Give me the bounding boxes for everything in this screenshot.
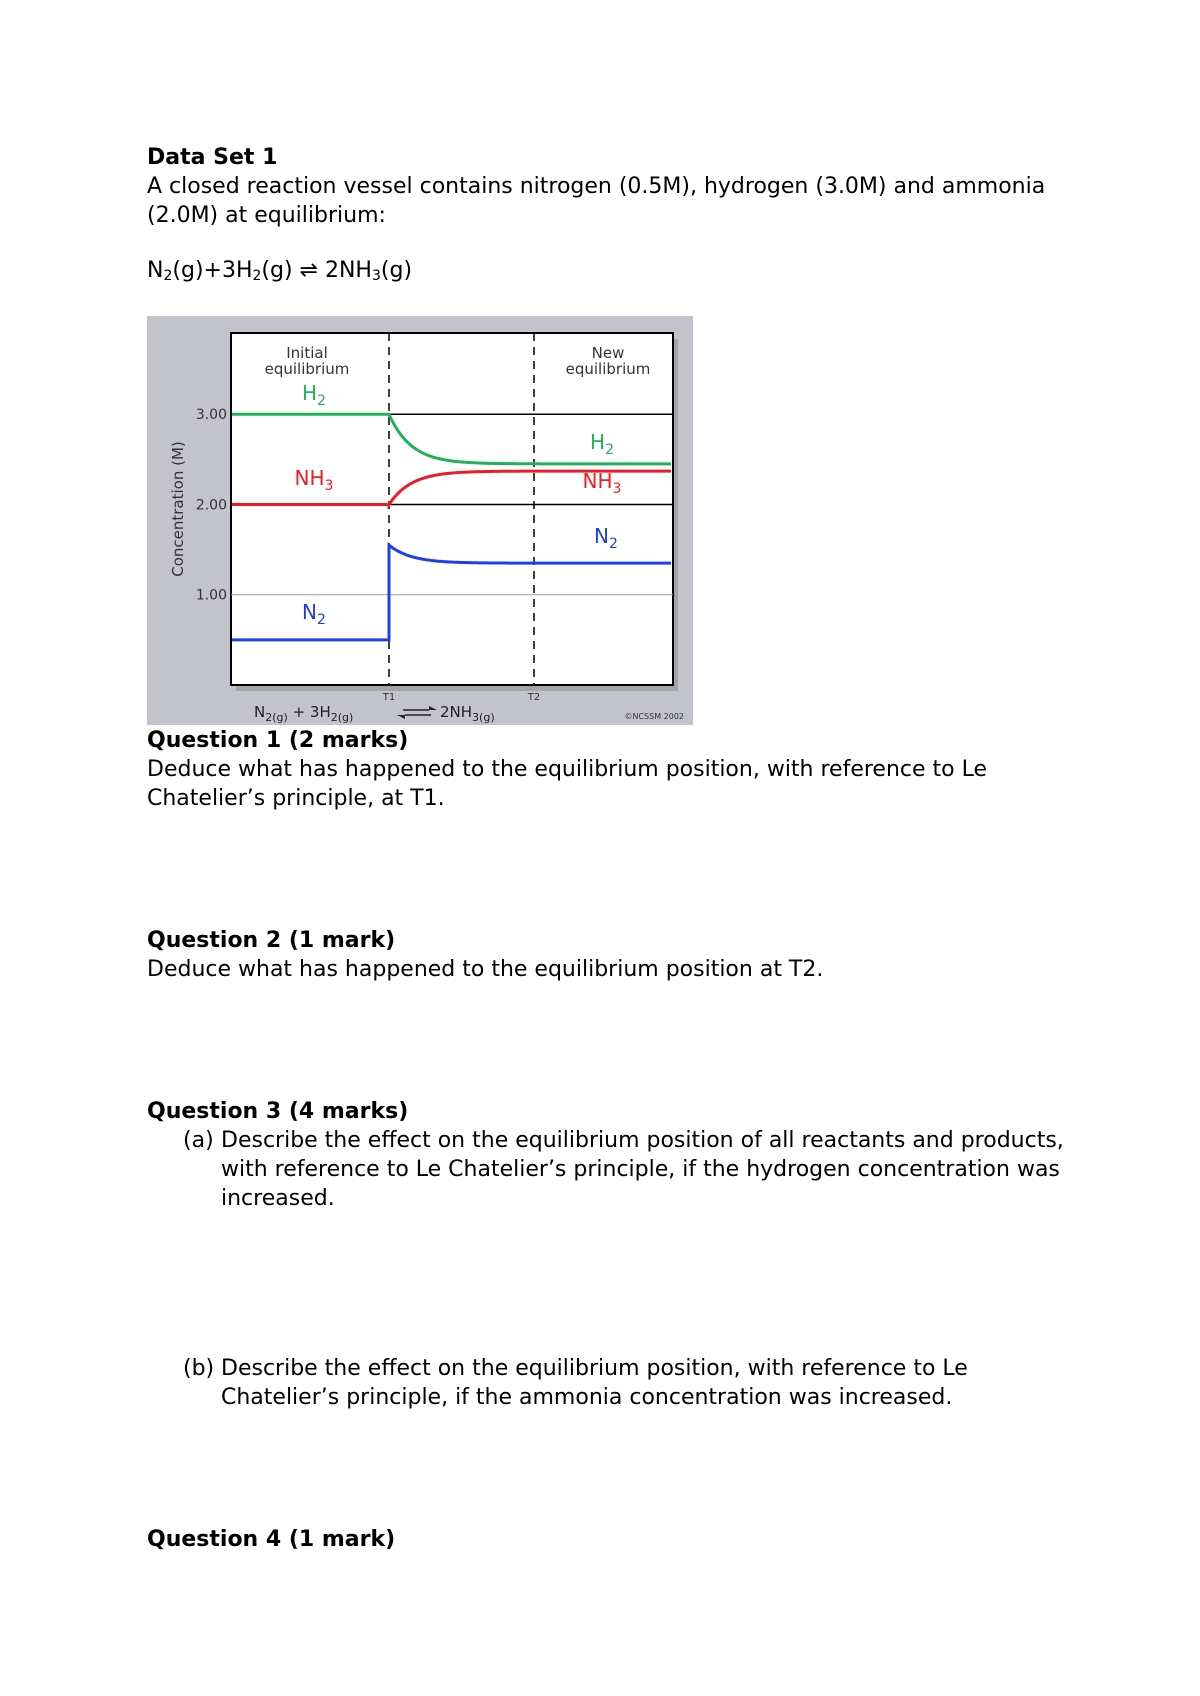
question-2-text: Deduce what has happened to the equilibrium position at T2. (147, 957, 824, 982)
question-4 (147, 1525, 1067, 1554)
question-1-text: Deduce what has happened to the equilibrium position, with reference to Le Chatelier’s principle, at T1. (147, 757, 988, 811)
question-3b-text: Describe the effect on the equilibrium position, with reference to Le Chatelier’s principle, if the ammonia concentration was increased. (221, 1356, 968, 1410)
n2-label-initial: $N_2$ (302, 600, 326, 628)
question-3b-label: (b) (183, 1356, 215, 1381)
data-set-title: Data Set 1 (147, 145, 278, 170)
question-3a-label: (a) (183, 1128, 214, 1153)
question-3a (147, 1126, 1067, 1213)
question-1 (147, 726, 1067, 813)
plot-area (231, 333, 673, 685)
y-tick-label: 2.00 (195, 497, 227, 514)
question-4-heading: Question 4 (1 mark) (147, 1527, 396, 1552)
question-2-heading: Question 2 (1 mark) (147, 928, 396, 953)
initial-label-1: Initial (286, 344, 328, 362)
y-tick-label: 1.00 (195, 587, 227, 604)
data-set-section (147, 143, 1067, 285)
initial-label-2: equilibrium (264, 360, 350, 378)
question-3b (147, 1354, 1067, 1412)
chart-equation-right: $2NH_{3(g)}$ (440, 703, 495, 724)
t1-label: T1 (382, 692, 396, 703)
copyright: ©NCSSM 2002 (624, 712, 684, 721)
question-3a-text: Describe the effect on the equilibrium position of all reactants and products, with reference to Le Chatelier’s principle, if the hydrogen concentration was increased. (221, 1128, 1064, 1211)
new-label-2: equilibrium (565, 360, 651, 378)
y-tick-label: 3.00 (195, 407, 227, 424)
question-1-heading: Question 1 (2 marks) (147, 728, 409, 753)
h2-label-initial: $H_2$ (302, 381, 326, 409)
chart-equation-left: $N_{2(g)} + 3H_{2(g)}$ (254, 703, 354, 724)
data-set-intro: A closed reaction vessel contains nitrogen (0.5M), hydrogen (3.0M) and ammonia (2.0M) at equilibrium: (147, 174, 1046, 228)
question-3b-block (147, 1354, 1067, 1412)
question-3 (147, 1097, 1067, 1213)
new-label-1: New (591, 344, 625, 362)
question-2 (147, 926, 1067, 984)
h2-label-new: $H_2$ (590, 430, 614, 458)
y-axis-label: Concentration (M) (169, 441, 187, 577)
nh3-label-new: $NH_3$ (582, 469, 622, 497)
reaction-equation: $N_2(g)+3H_2(g)$ ⇌ $2NH_3(g)$ (147, 258, 413, 284)
question-3-heading: Question 3 (4 marks) (147, 1099, 409, 1124)
nh3-label-initial: $NH_3$ (294, 466, 334, 494)
n2-label-new: $N_2$ (594, 524, 618, 552)
t2-label: T2 (527, 692, 541, 703)
equilibrium-chart (147, 316, 693, 725)
